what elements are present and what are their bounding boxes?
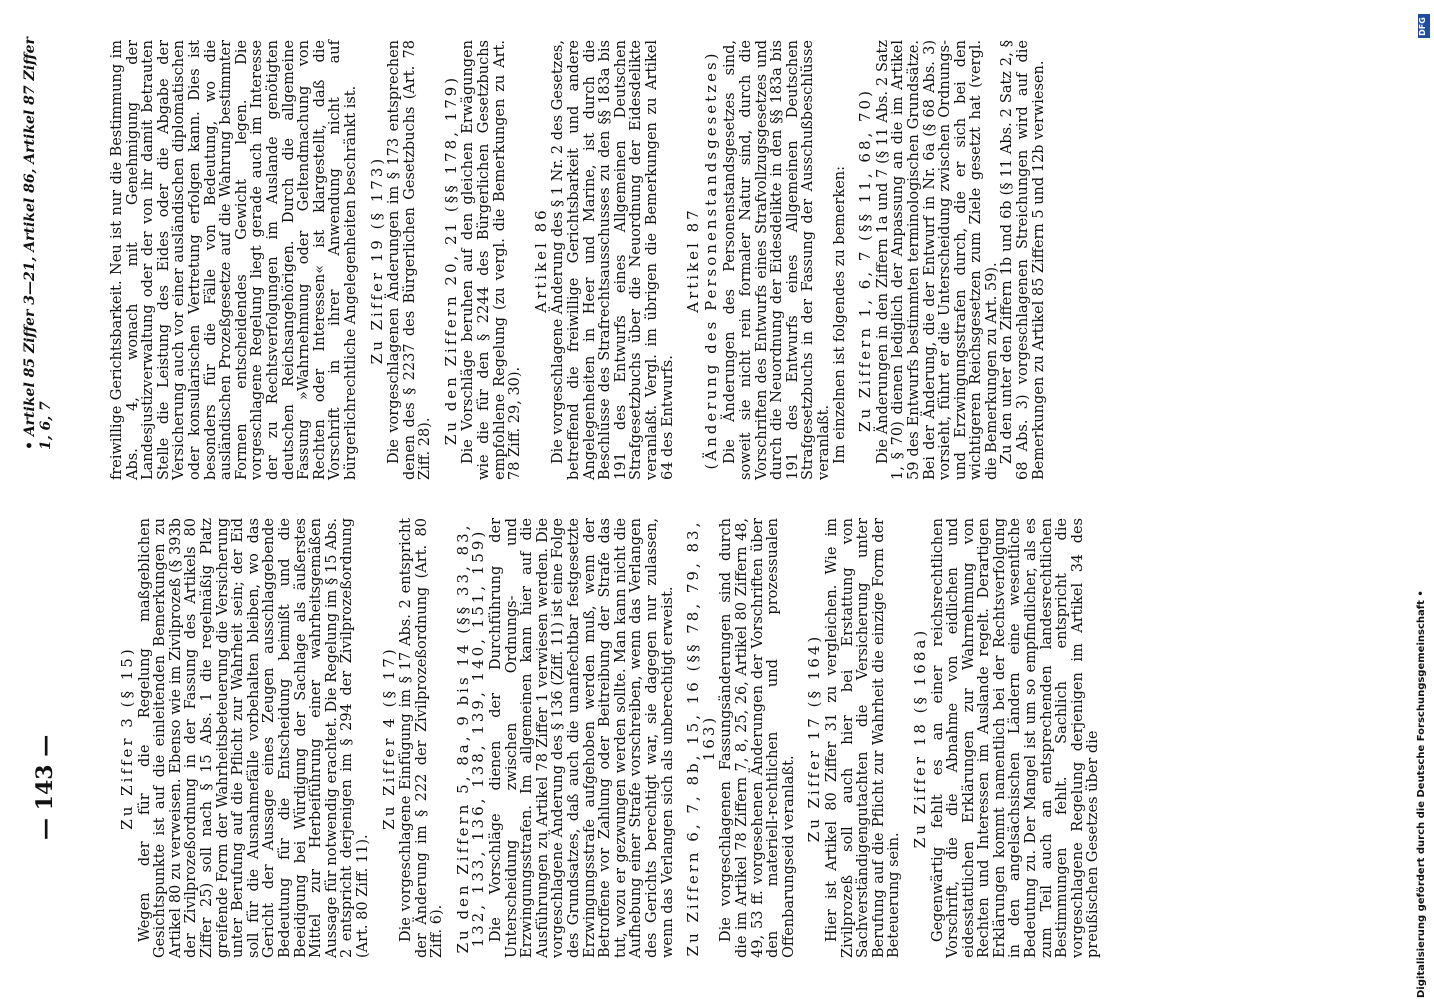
section-heading: Zu Ziffer 18 (§ 168a) xyxy=(910,627,929,849)
paragraph: Gegenwärtig fehlt es an einer reichsrechtlichen Vorschrift, die die Abnahme von eidlichen und eidesstattlichen Erklärungen zur Wahrnehmung von Rechten und Interessen im Auslande regelt. Derartigen Erklärungen kommt namentlich bei der Rechtsverfolgung in den angelsächsischen Ländern eine wesentliche Bedeutung zu. Der Mangel ist um so empfindlicher, als es zum Teil auch an entsprechenden landesrechtlichen Bestimmungen fehlt. Sachlich entspricht die vorgeschlagene Regelung derjenigen im Artikel 34 des preußischen Gesetzes über die xyxy=(929,518,1102,958)
paragraph: Die Änderungen in den Ziffern 1a und 7 (§ 11 Abs. 2 Satz 1, § 70) dienen lediglich der Anpassung an die im Artikel 59 des Entwurfs bestimmten terminologischen Grundsätze. Bei der Änderung, die der Entwurf in Nr. 6a (§ 68 Abs. 3) vorsieht, führt er die Unterscheidung zwischen Ordnungs- und Erzwingungsstrafen durch, die er sich bei den wichtigeren Reichsgesetzen zum Ziele gesetzt hat (vergl. die Bemerkungen zu Art. 59). xyxy=(874,40,1000,480)
paragraph: Die Änderungen des Personenstandsgesetzes sind, soweit sie nicht rein formaler Natur sind, durch die Vorschriften des Entwurfs eines Strafvollzugsgesetzes und durch die Neuordnung der Eidesdelikte in den §§ 183a bis 191 des Entwurfs eines Allgemeinen Deutschen Strafgesetzbuchs in der Fassung der Ausschußbeschlüsse veranlaßt. xyxy=(722,40,832,480)
paragraph: Hier ist Artikel 80 Ziffer 31 zu vergleichen. Wie im Zivilprozeß soll auch hier bei Erstattung von Sachverständigengutachten die Versicherung unter Berufung auf die Pflicht zur Wahrheit die einzige Form der Beteuerung sein. xyxy=(823,518,903,958)
section-heading: Zu Ziffern 1, 6, 7 (§§ 11, 68, 70) xyxy=(856,88,875,432)
paragraph: Die vorgeschlagenen Fassungsänderungen sind durch die im Artikel 78 Ziffern 7, 8, 25, 26, Artikel 80 Ziffern 48, 49, 53 ff. vorgesehenen Änderungen der Vorschriften über den materiell-rechtlichen und prozessualen Offenbarungseid veranlaßt. xyxy=(718,518,797,958)
section-heading: Artikel 87 xyxy=(684,207,703,313)
section-heading: Zu Ziffer 17 (§ 164) xyxy=(805,633,824,843)
page-header xyxy=(22,20,62,980)
section-heading: Artikel 86 xyxy=(531,207,550,313)
section-heading: Zu den Ziffern 20, 21 (§§ 178, 179) xyxy=(441,74,460,446)
right-column xyxy=(110,40,1310,480)
paragraph: Die Vorschläge beruhen auf den gleichen Erwägungen wie die für den § 2244 des Bürgerlichen Gesetzbuchs empfohlene Regelung (zu vergl. die Bemerkungen zu Art. 78 Ziff. 29, 30). xyxy=(460,40,524,480)
section-subheading: (Änderung des Personenstandsgesetzes) xyxy=(701,50,720,470)
section-heading: Zu Ziffer 4 (§ 17) xyxy=(379,646,398,830)
paragraph: Die Vorschläge dienen der Durchführung der Unterscheidung zwischen Ordnungs- und Erzwingungsstrafen. Im allgemeinen kann hier auf die Ausführungen zu Artikel 78 Ziffer 1 verwiesen werden. Die vorgeschlagene Änderung des § 136 (Ziff. 11) ist eine Folge des Grundsatzes, daß auch die unanfechtbar festgesetzte Erzwingungsstrafe aufgehoben werden muß, wenn der Betroffene vor Zahlung oder Beitreibung der Strafe das tut, wozu er gezwungen werden sollte. Man kann nicht die Aufhebung einer Strafe vorschreiben, wenn das Verlangen des Gerichts berechtigt war, sie dagegen nur zulassen, wenn das Verlangen sich als unberechtigt erweist. xyxy=(488,518,676,958)
paragraph-continued: freiwillige Gerichtsbarkeit. Neu ist nur die Bestimmung im Abs. 4, wonach mit Genehmigung der Landesjustizverwaltung oder der von ihr damit betrauten Stelle die Leistung des Eides oder die Abgabe der Versicherung auch vor einer ausländischen diplomatischen oder konsularischen Vertretung erfolgen kann. Dies ist besonders für die Fälle von Bedeutung, wo die ausländischen Prozeßgesetze auf die Wahrung bestimmter Formen entscheidendes Gewicht legen. Die vorgeschlagene Regelung liegt gerade auch im Interesse der zu Rechtsverfolgungen im Auslande genötigten deutschen Reichsangehörigen. Durch die allgemeine Fassung »Wahrnehmung oder Geltendmachung von Rechten oder Interessen« ist klargestellt, daß die Vorschrift in ihrer Anwendung nicht auf bürgerlichrechtliche Angelegenheiten beschränkt ist. xyxy=(109,40,359,480)
page-number: — 143 — xyxy=(32,734,58,840)
section-heading: Zu Ziffer 19 (§ 173) xyxy=(367,155,386,365)
dfg-logo: DFG xyxy=(1418,14,1430,38)
stamp-text: Digitalisierung gefördert durch die Deutsche Forschungsgemeinschaft • xyxy=(1416,590,1427,998)
section-heading: Zu den Ziffern 5, 8a, 9 bis 14 (§§ 33, 83, 132, 133, 136, 138, 139, 140, 151, 159) xyxy=(453,522,488,954)
paragraph: Die vorgeschlagenen Änderungen im § 173 entsprechen denen des § 2237 des Bürgerlichen Gesetzbuchs (Art. 78 Ziff. 28). xyxy=(386,40,434,480)
section-heading: Zu Ziffer 3 (§ 15) xyxy=(118,646,136,830)
left-column xyxy=(110,518,1310,958)
paragraph: Zu den unter den Ziffern 1b und 6b (§ 11 Abs. 2 Satz 2, § 68 Abs. 3) vorgeschlagenen Streichungen wird auf die Bemerkungen zu Artikel 85 Ziffern 5 und 12b verwiesen. xyxy=(999,40,1047,480)
paragraph: Im einzelnen ist folgendes zu bemerken: xyxy=(831,165,848,464)
paragraph: Wegen der für die Regelung maßgeblichen Gesichtspunkte ist auf die einleitenden Bemerkungen zu Artikel 80 zu verweisen. Ebenso wie im Zivilprozeß (§ 393b der Zivilprozeßordnung in der Fassung des Artikels 80 Ziffer 25) soll nach § 15 Abs. 1 die regelmäßig Platz greifende Form der Wahrheitsbeteuerung die Versicherung unter Berufung auf die Pflicht zur Wahrheit sein; der Eid soll für die Ausnahmefälle vorbehalten bleiben, wo das Gericht der Aussage eines Zeugen ausschlaggebende Bedeutung für die Entscheidung beimißt und die Beeidigung bei Würdigung der Sachlage als äußerstes Mittel zur Herbeiführung einer wahrheitsgemäßen Aussage für notwendig erachtet. Die Regelung im § 15 Abs. 2 entspricht derjenigen im § 294 der Zivilprozeßordnung (Art. 80 Ziff. 11). xyxy=(136,518,371,958)
section-heading: Zu Ziffern 6, 7, 8b, 15, 16 (§§ 78, 79, 83, 163) xyxy=(684,519,718,957)
paragraph: Die vorgeschlagene Einfügung im § 17 Abs. 2 entspricht der Änderung im § 222 der Zivilprozeßordnung (Art. 80 Ziff. 6). xyxy=(398,518,446,958)
paragraph: Die vorgeschlagene Änderung des § 1 Nr. 2 des Gesetzes, betreffend die freiwillige Gerichtsbarkeit und andere Angelegenheiten in Heer und Marine, ist durch die Beschlüsse des Strafrechtsausschusses zu den §§ 183a bis 191 des Entwurfs eines Allgemeinen Deutschen Strafgesetzbuchs über die Neuordnung der Eidesdelikte veranlaßt. Vergl. im übrigen die Bemerkungen zu Artikel 64 des Entwurfs. xyxy=(550,40,676,480)
running-title: • Artikel 85 Ziffer 3—21, Artikel 86, Artikel 87 Ziffer 1, 6, 7 xyxy=(22,37,54,450)
digitization-stamp xyxy=(1416,8,1434,998)
